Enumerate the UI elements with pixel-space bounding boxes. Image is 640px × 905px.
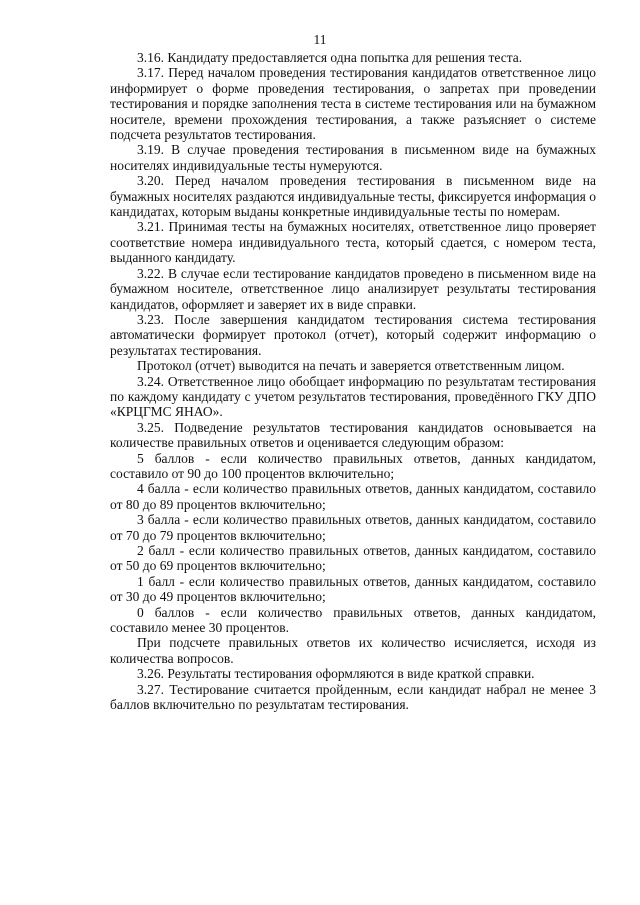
paragraph-3-19: 3.19. В случае проведения тестирования в письменном виде на бумажных носителях индивидуальные тесты нумеруются. xyxy=(110,142,596,173)
paragraph-3-25: 3.25. Подведение результатов тестирования кандидатов основывается на количестве правильных ответов и оценивается следующим образом: xyxy=(110,419,596,451)
page-number: 11 xyxy=(313,32,327,47)
paragraph-3-17: 3.17. Перед началом проведения тестирования кандидатов ответственное лицо информирует о форме проведения тестирования, о запретах при проведении тестирования и порядке заполнения теста в системе тестирования или на бумажном носителе, времени прохождения тестирования, а также разъясняет о системе подсчета результатов тестирования. xyxy=(110,65,596,143)
paragraph-3-21: 3.21. Принимая тесты на бумажных носителях, ответственное лицо проверяет соответствие номера индивидуального теста, который сдается, с номером теста, выданного кандидату. xyxy=(110,219,596,266)
score-0-points: 0 баллов - если количество правильных ответов, данных кандидатом, составило менее 30 процентов. xyxy=(110,604,596,636)
paragraph-3-27: 3.27. Тестирование считается пройденным, если кандидат набрал не менее 3 баллов включительно по результатам тестирования. xyxy=(110,681,596,713)
paragraph-3-24: 3.24. Ответственное лицо обобщает информацию по результатам тестирования по каждому кандидату с учетом результатов тестирования, проведённого ГКУ ДПО «КРЦГМС ЯНАО». xyxy=(110,373,596,420)
paragraph-counting-note: При подсчете правильных ответов их количество исчисляется, исходя из количества вопросов. xyxy=(110,635,596,666)
score-3-points: 3 балла - если количество правильных ответов, данных кандидатом, составило от 70 до 79 процентов включительно; xyxy=(110,512,596,543)
score-1-point: 1 балл - если количество правильных ответов, данных кандидатом, составило от 30 до 49 процентов включительно; xyxy=(110,573,596,605)
score-5-points: 5 баллов - если количество правильных ответов, данных кандидатом, составило от 90 до 100 процентов включительно; xyxy=(110,450,596,481)
score-2-points: 2 балл - если количество правильных ответов, данных кандидатом, составило от 50 до 69 процентов включительно; xyxy=(110,543,596,574)
paragraph-3-26: 3.26. Результаты тестирования оформляются в виде краткой справки. xyxy=(137,666,535,682)
paragraph-3-22: 3.22. В случае если тестирование кандидатов проведено в письменном виде на бумажном носителе, ответственное лицо анализирует результаты тестирования кандидатов, оформляет и заверяет их в виде справки. xyxy=(110,265,596,312)
paragraph-3-23: 3.23. После завершения кандидатом тестирования система тестирования автоматически формирует протокол (отчет), который содержит информацию о результатах тестирования. xyxy=(110,311,596,358)
document-body xyxy=(110,50,596,712)
paragraph-protocol: Протокол (отчет) выводится на печать и заверяется ответственным лицом. xyxy=(137,358,565,374)
score-4-points: 4 балла - если количество правильных ответов, данных кандидатом, составило от 80 до 89 процентов включительно; xyxy=(110,481,596,512)
paragraph-3-20: 3.20. Перед началом проведения тестирования в письменном виде на бумажных носителях раздаются индивидуальные тесты, фиксируется информация о кандидатах, которым выданы конкретные индивидуальные тесты по номерам. xyxy=(110,173,596,220)
paragraph-3-16: 3.16. Кандидату предоставляется одна попытка для решения теста. xyxy=(137,50,523,65)
